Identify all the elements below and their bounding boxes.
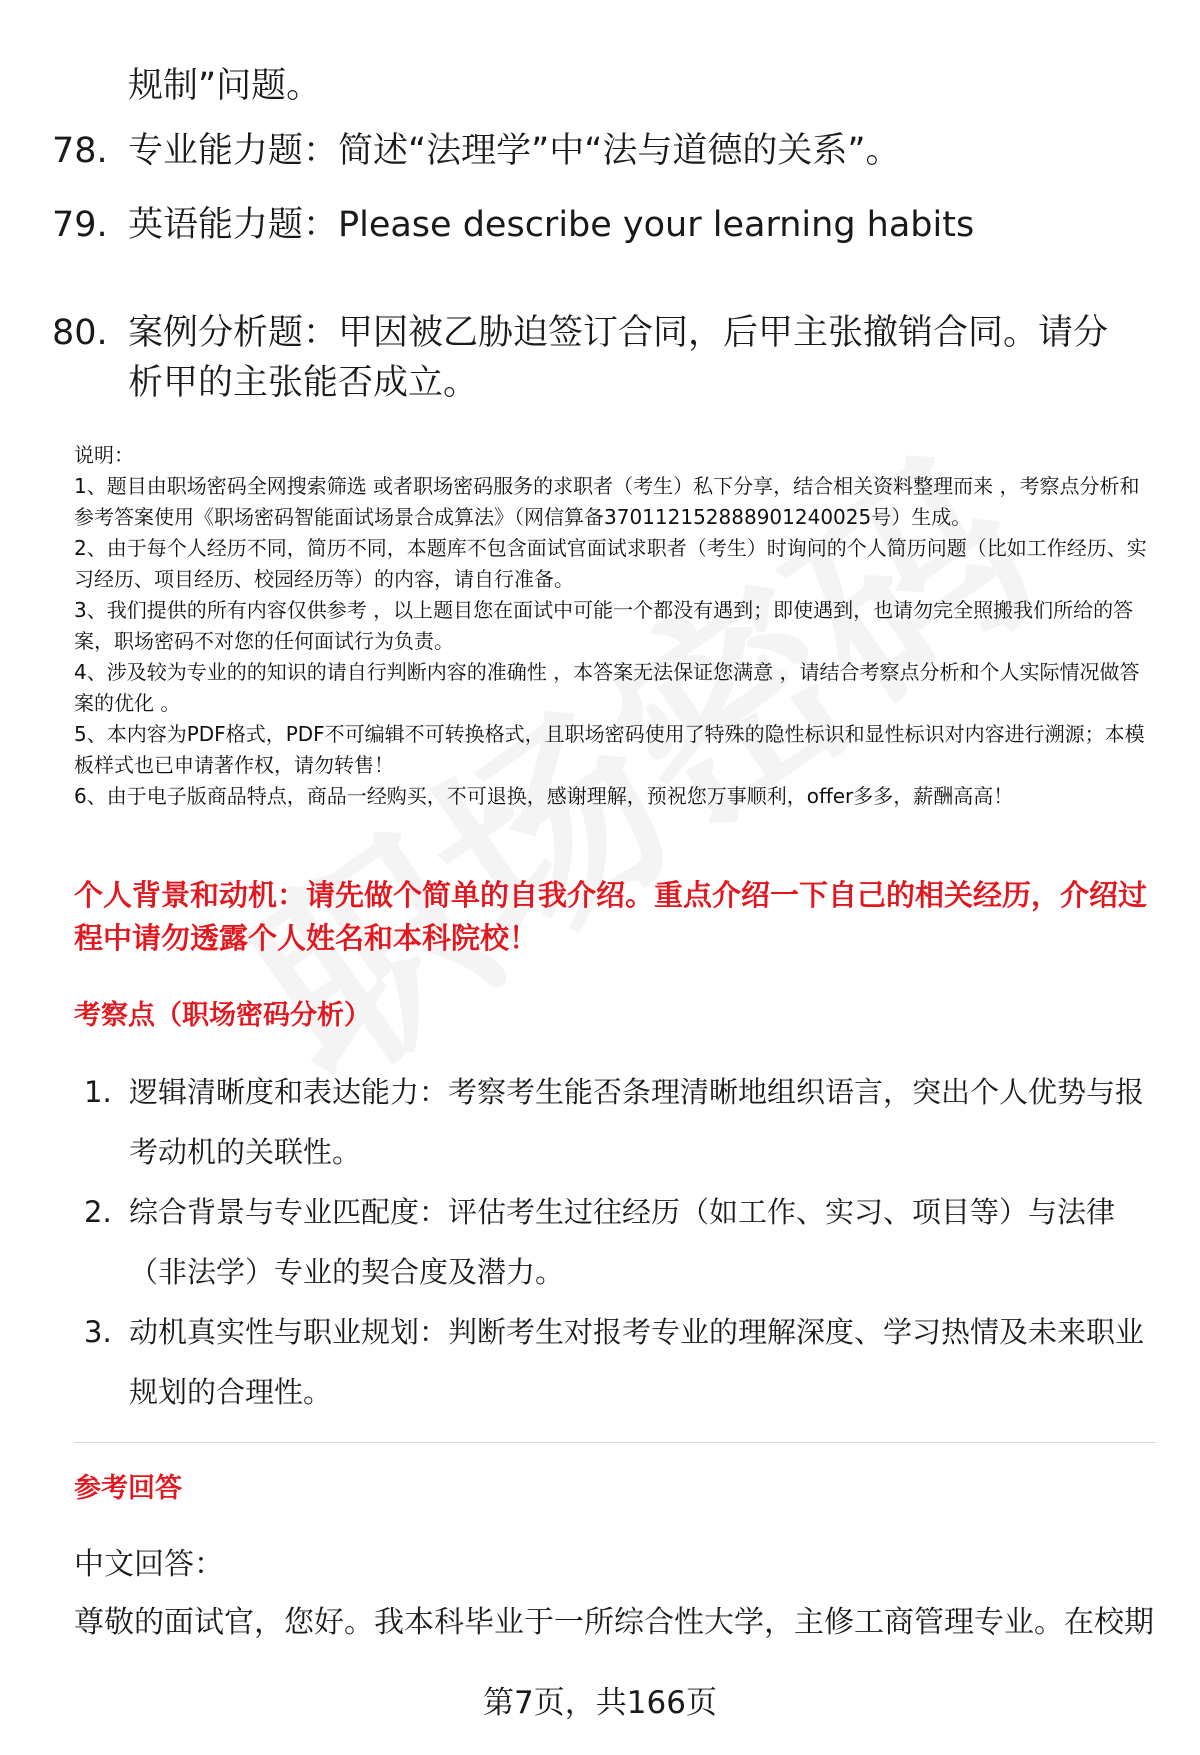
- answer-label: 中文回答：: [74, 1547, 224, 1582]
- note-item: 3、我们提供的所有内容仅供参考 ，以上题目您在面试中可能一个都没有遇到；即使遇到，也请勿完全照搬我们所给的答案，职场密码不对您的任何面试行为负责。: [74, 598, 1134, 653]
- point-number: 1.: [84, 1075, 112, 1109]
- question-text: 专业能力题：简述“法理学”中“法与道德的关系”。: [128, 131, 901, 171]
- notes: [74, 440, 1154, 812]
- question-78: [52, 126, 1142, 176]
- question-number: 80.: [52, 313, 108, 353]
- question-text: 英语能力题：Please describe your learning habits: [128, 205, 975, 245]
- question-text: 案例分析题：甲因被乙胁迫签订合同，后甲主张撤销合同。请分析甲的主张能否成立。: [128, 313, 1109, 403]
- analysis-point: [84, 1182, 1144, 1302]
- analysis-list: [84, 1062, 1144, 1422]
- question-number: 79.: [52, 205, 108, 245]
- point-text: 逻辑清晰度和表达能力：考察考生能否条理清晰地组织语言，突出个人优势与报考动机的关联性。: [129, 1075, 1145, 1169]
- divider: [74, 1442, 1156, 1443]
- reference-heading: 参考回答: [74, 1473, 182, 1504]
- note-item: 6、由于电子版商品特点，商品一经购买，不可退换，感谢理解，预祝您万事顺利，offer多多，薪酬高高！: [74, 784, 1014, 808]
- analysis-point: [84, 1302, 1144, 1422]
- point-text: 综合背景与专业匹配度：评估考生过往经历（如工作、实习、项目等）与法律（非法学）专业的契合度及潜力。: [129, 1195, 1116, 1289]
- note-item: 1、题目由职场密码全网搜索筛选 或者职场密码服务的求职者（考生）私下分享，结合相关资料整理而来 ，考察点分析和参考答案使用《职场密码智能面试场景合成算法》（网信算备370112152888901240025号）生成。: [74, 474, 1140, 529]
- question-number: 78.: [52, 131, 108, 171]
- notes-title: 说明：: [74, 443, 134, 467]
- analysis-point: [84, 1062, 1144, 1182]
- question-79: [52, 200, 1142, 250]
- question-heading: 个人背景和动机：请先做个简单的自我介绍。重点介绍一下自己的相关经历，介绍过程中请勿透露个人姓名和本科院校！: [74, 878, 1148, 955]
- note-item: 5、本内容为PDF格式，PDF不可编辑不可转换格式，且职场密码使用了特殊的隐性标识和显性标识对内容进行溯源；本模板样式也已申请著作权，请勿转售！: [74, 722, 1145, 777]
- note-item: 4、涉及较为专业的的知识的请自行判断内容的准确性 ，本答案无法保证您满意 ，请结合考察点分析和个人实际情况做答案的优化 。: [74, 660, 1140, 715]
- point-text: 动机真实性与职业规划：判断考生对报考专业的理解深度、学习热情及未来职业规划的合理性。: [129, 1315, 1145, 1409]
- page-footer: 第7页，共166页: [483, 1685, 717, 1721]
- point-number: 2.: [84, 1195, 112, 1229]
- question-80: [52, 308, 1142, 408]
- analysis-heading: 考察点（职场密码分析）: [74, 1000, 371, 1031]
- answer-text: 尊敬的面试官，您好。我本科毕业于一所综合性大学，主修工商管理专业。在校期: [74, 1605, 1154, 1640]
- point-number: 3.: [84, 1315, 112, 1349]
- question-continuation: 规制”问题。: [128, 66, 322, 106]
- note-item: 2、由于每个人经历不同，简历不同，本题库不包含面试官面试求职者（考生）时询问的个人简历问题（比如工作经历、实习经历、项目经历、校园经历等）的内容，请自行准备。: [74, 536, 1147, 591]
